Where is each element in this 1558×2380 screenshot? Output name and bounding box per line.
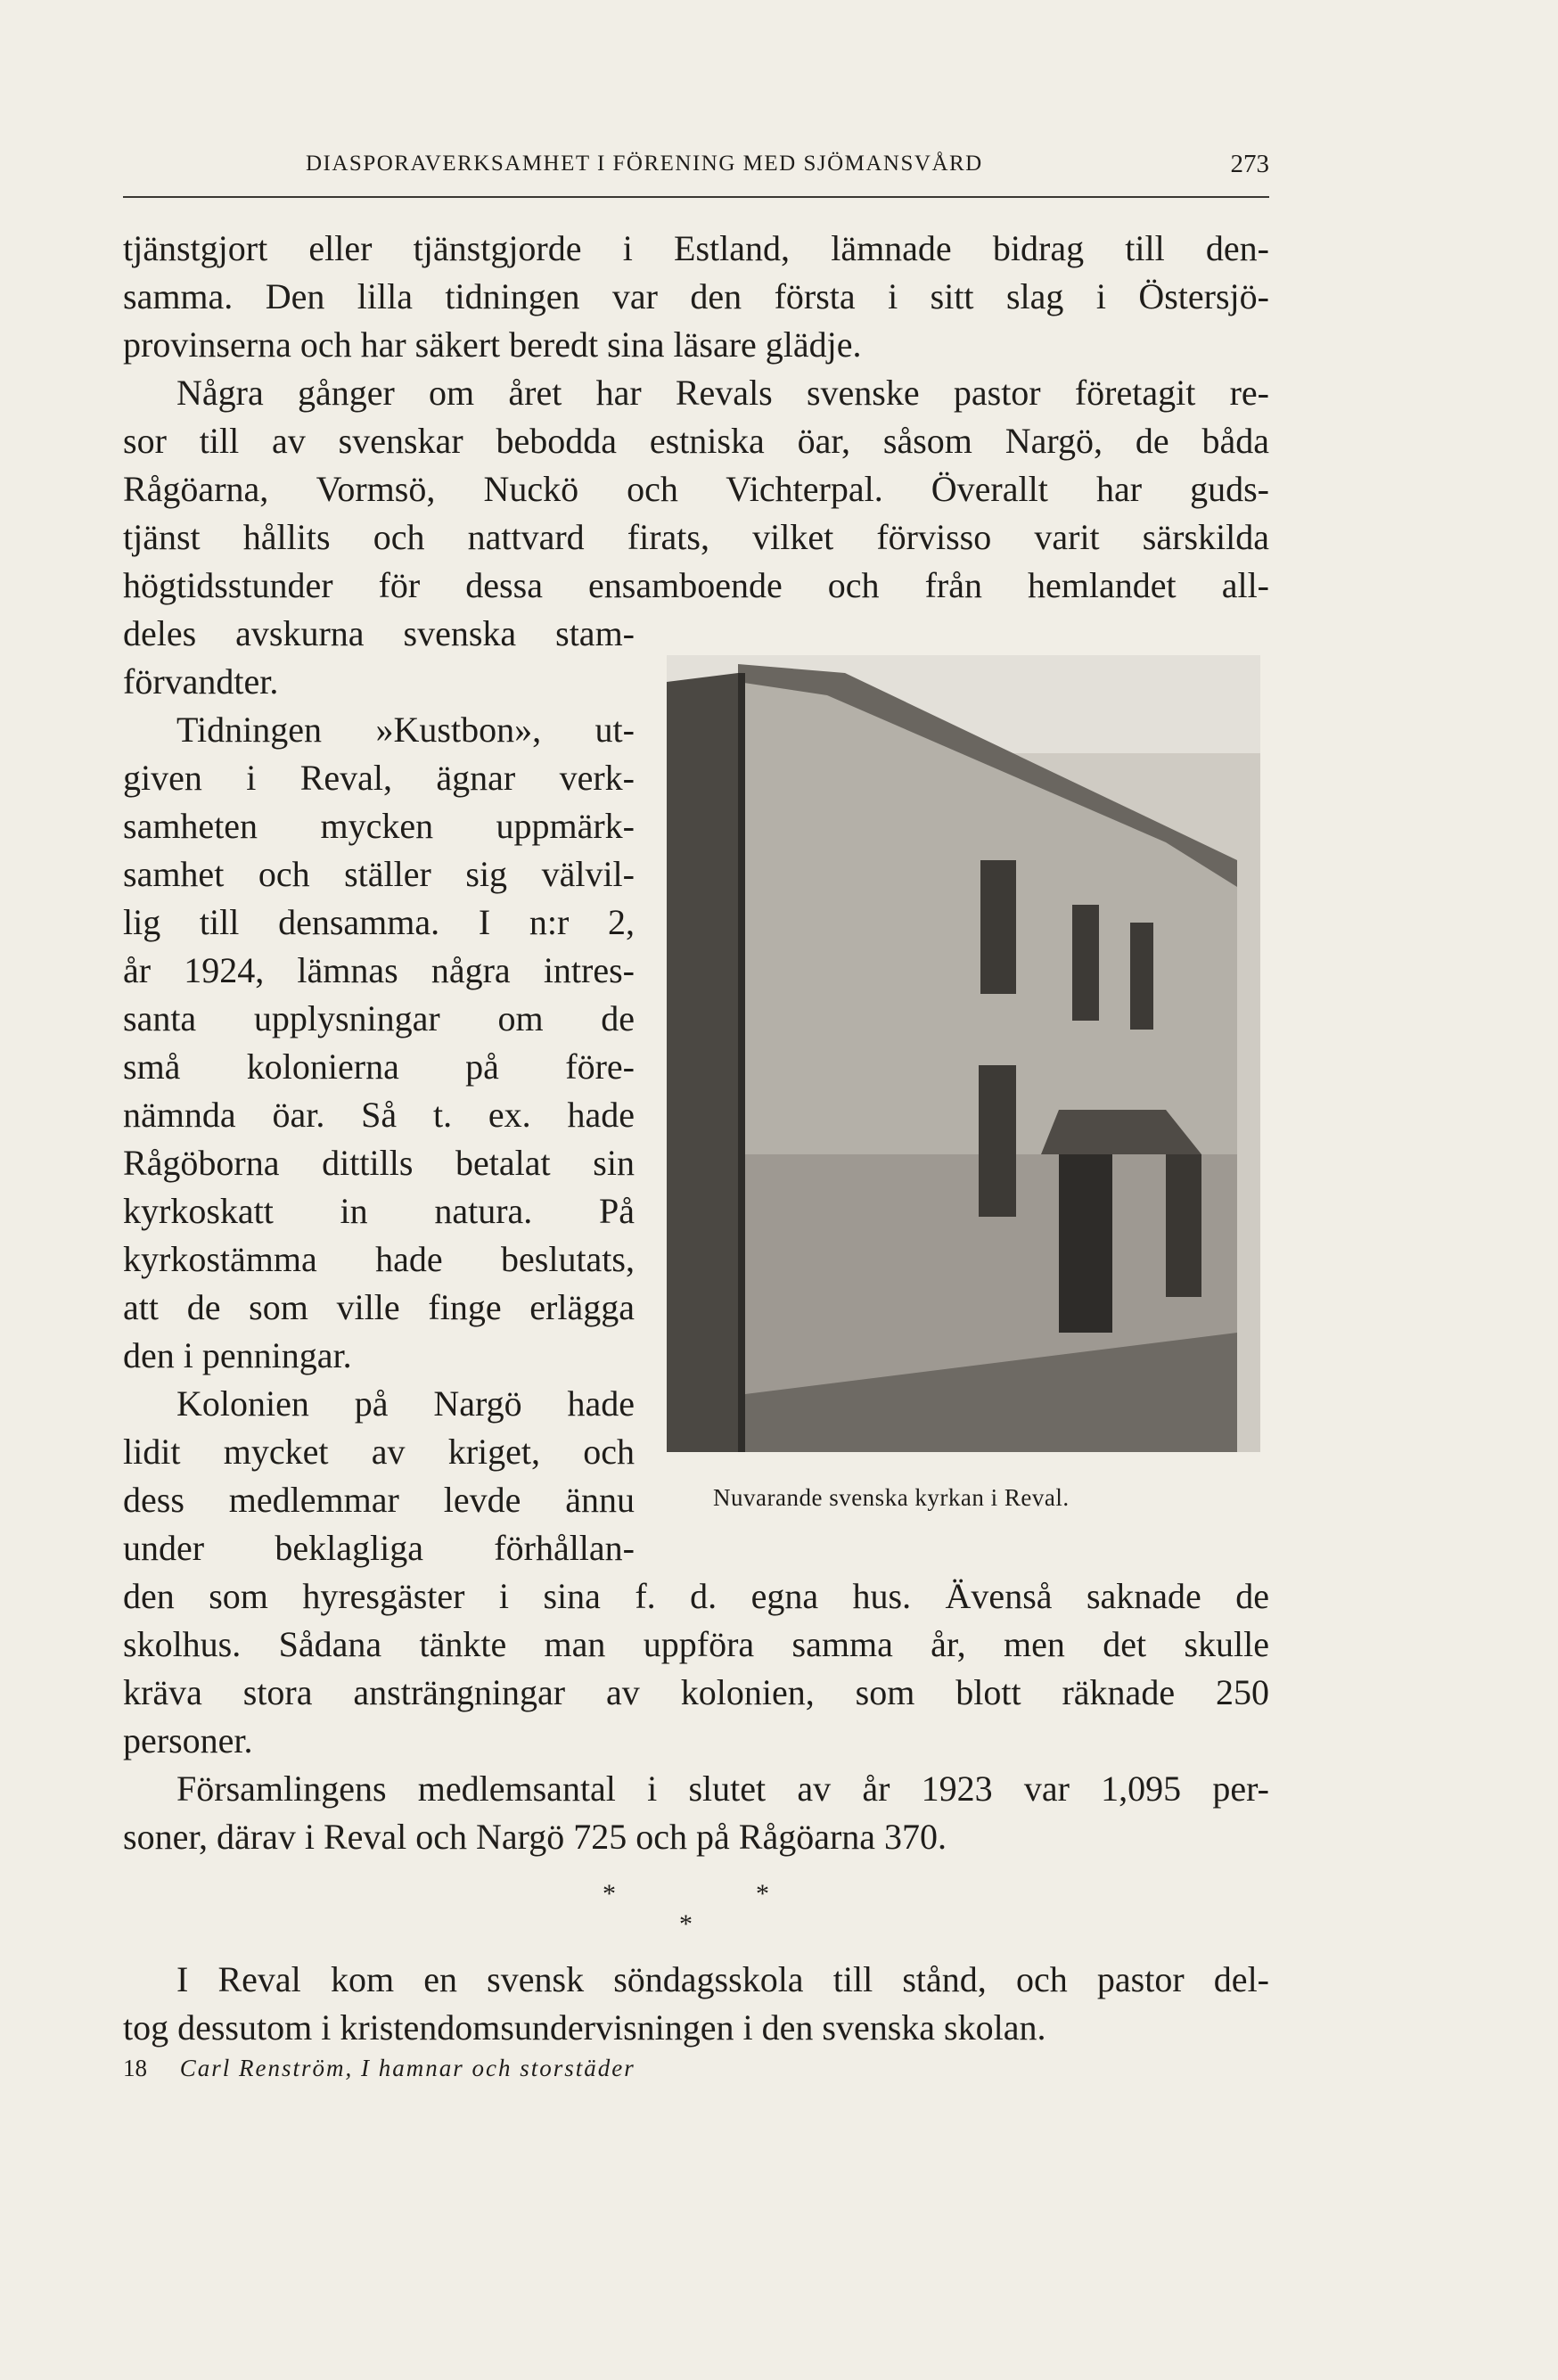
text-line: soner, därav i Reval och Nargö 725 och på Rågöarna 370. [123, 1817, 947, 1857]
text-line: lidit mycket av kriget, och [123, 1432, 635, 1472]
church-photograph [667, 655, 1260, 1452]
text-line: samma. Den lilla tidningen var den första i sitt slag i Östersjö- [123, 276, 1269, 316]
text-line: förvandter. [123, 661, 279, 702]
text-line: Kolonien på Nargö hade [176, 1383, 635, 1424]
text-line: Rågöborna dittills betalat sin [123, 1143, 635, 1183]
text-line: den i penningar. [123, 1335, 352, 1375]
text-line: I Reval kom en svensk söndagsskola till stånd, och pastor del- [176, 1959, 1269, 1999]
text-line: deles avskurna svenska stam- [123, 613, 635, 653]
separator-star: * [679, 1909, 693, 1939]
text-line: given i Reval, ägnar verk- [123, 758, 635, 798]
figure-caption: Nuvarande svenska kyrkan i Reval. [713, 1484, 1070, 1511]
text-line: att de som ville finge erlägga [123, 1287, 635, 1327]
text-line: den som hyresgäster i sina f. d. egna hus. Ävenså saknade de [123, 1576, 1269, 1616]
text-line: lig till densamma. I n:r 2, [123, 902, 635, 942]
book-reference: Carl Renström, I hamnar och storstäder [179, 2055, 636, 2081]
text-line: tjänst hållits och nattvard firats, vilket förvisso varit särskilda [123, 517, 1269, 557]
text-line: provinserna och har säkert beredt sina läsare glädje. [123, 324, 862, 365]
separator-star: * [756, 1879, 769, 1908]
text-line: Några gånger om året har Revals svenske pastor företagit re- [176, 373, 1269, 413]
text-line: Rågöarna, Vormsö, Nuckö och Vichterpal. Överallt har guds- [123, 469, 1269, 509]
text-line: små kolonierna på före- [123, 1046, 635, 1087]
church-photograph-drawing [667, 655, 1260, 1452]
text-line: skolhus. Sådana tänkte man uppföra samma år, men det skulle [123, 1624, 1269, 1664]
text-line: Församlingens medlemsantal i slutet av år 1923 var 1,095 per- [176, 1769, 1269, 1809]
text-line: under beklagliga förhållan- [123, 1528, 635, 1568]
running-header [123, 143, 1269, 198]
separator-star: * [603, 1879, 616, 1908]
text-line: tjänstgjort eller tjänstgjorde i Estland, lämnade bidrag till den- [123, 228, 1269, 268]
text-line: högtidsstunder för dessa ensamboende och från hemlandet all- [123, 565, 1269, 605]
running-title: DIASPORAVERKSAMHET I FÖRENING MED SJÖMANSVÅRD [306, 152, 983, 176]
text-line: santa upplysningar om de [123, 998, 635, 1038]
text-line: nämnda öar. Så t. ex. hade [123, 1095, 635, 1135]
text-line: dess medlemmar levde ännu [123, 1480, 635, 1520]
text-line: kyrkoskatt in natura. På [123, 1191, 635, 1231]
signature-number: 18 [123, 2055, 147, 2081]
text-line: år 1924, lämnas några intres- [123, 950, 635, 990]
text-line: tog dessutom i kristendomsundervisningen i den svenska skolan. [123, 2007, 1046, 2048]
page-footer [123, 2055, 636, 2082]
text-line: Tidningen »Kustbon», ut- [176, 710, 635, 750]
text-line: samhet och ställer sig välvil- [123, 854, 635, 894]
text-line: personer. [123, 1720, 253, 1760]
text-line: kräva stora ansträngningar av kolonien, som blott räknade 250 [123, 1672, 1269, 1712]
page-number: 273 [1230, 150, 1269, 178]
text-line: samheten mycken uppmärk- [123, 806, 635, 846]
text-line: kyrkostämma hade beslutats, [123, 1239, 635, 1279]
text-line: sor till av svenskar bebodda estniska öar, såsom Nargö, de båda [123, 421, 1269, 461]
